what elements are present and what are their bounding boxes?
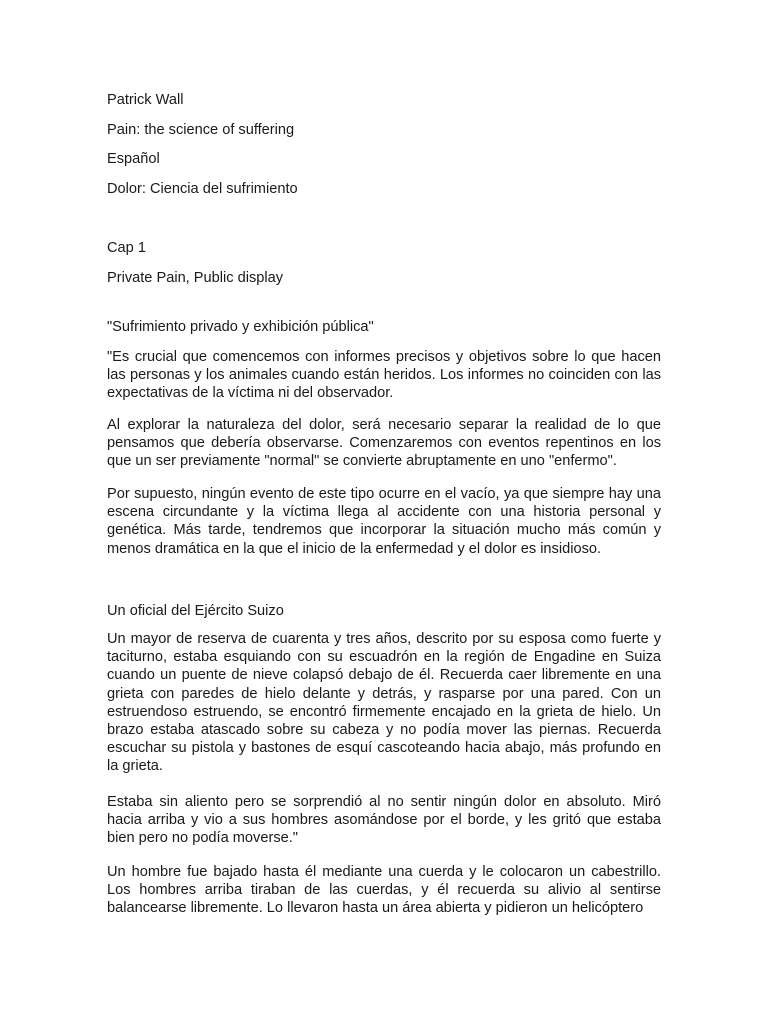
chapter-number: Cap 1 (107, 240, 146, 256)
translated-title-line: Dolor: Ciencia del sufrimiento (107, 181, 298, 197)
section-heading: Un oficial del Ejército Suizo (107, 603, 284, 619)
author-line: Patrick Wall (107, 92, 184, 108)
body-paragraph-2: Al explorar la naturaleza del dolor, será necesario separar la realidad de lo que pensamos que debería observarse. Comenzaremos con eventos repentinos en los que un ser previamente "normal" se convierte abruptamente en uno "enfermo". (107, 417, 661, 470)
language-line: Español (107, 151, 160, 167)
original-title-line: Pain: the science of suffering (107, 122, 295, 138)
body-paragraph-1: "Es crucial que comencemos con informes precisos y objetivos sobre lo que hacen las personas y los animales cuando están heridos. Los informes no coinciden con las expectativas de la víctima ni del observador. (107, 349, 661, 402)
section-paragraph-2: Estaba sin aliento pero se sorprendió al no sentir ningún dolor en absoluto. Miró hacia arriba y vio a sus hombres asomándose por el borde, y les gritó que estaba bien pero no podía moverse." (107, 794, 661, 847)
body-paragraph-3: Por supuesto, ningún evento de este tipo ocurre en el vacío, ya que siempre hay una escena circundante y la víctima llega al accidente con una historia personal y genética. Más tarde, tendremos que incorporar la situación mucho más común y menos dramática en la que el inicio de la enfermedad y el dolor es insidioso. (107, 486, 661, 557)
section-paragraph-1: Un mayor de reserva de cuarenta y tres años, descrito por su esposa como fuerte y taciturno, estaba esquiando con su escuadrón en la región de Engadine en Suiza cuando un puente de nieve colapsó debajo de él. Recuerda caer libremente en una grieta con paredes de hielo delante y detrás, y rasparse por una pared. Con un estruendoso estruendo, se encontró firmemente encajado en la grieta de hielo. Un brazo estaba atascado sobre su cabeza y no podía mover las piernas. Recuerda escuchar su pistola y bastones de esquí cascoteando hacia abajo, más profundo en la grieta. (107, 631, 661, 775)
section-paragraph-3: Un hombre fue bajado hasta él mediante una cuerda y le colocaron un cabestrillo. Los hombres arriba tiraban de las cuerdas, y él recuerda su alivio al sentirse balancearse libremente. Lo llevaron hasta un área abierta y pidieron un helicóptero (107, 864, 661, 917)
chapter-title: Private Pain, Public display (107, 270, 284, 286)
chapter-title-translated: "Sufrimiento privado y exhibición pública" (107, 319, 374, 335)
